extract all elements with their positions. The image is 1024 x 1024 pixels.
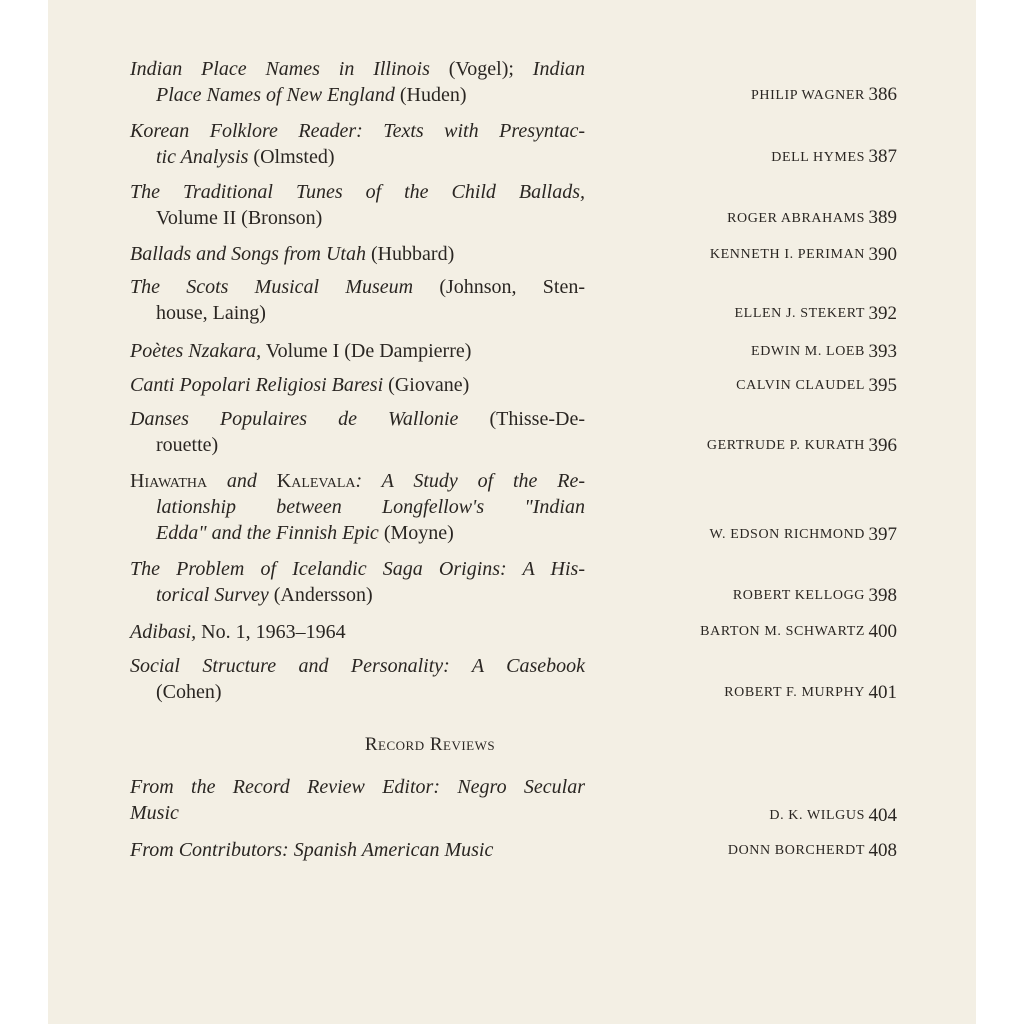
review-title: Hiawatha and Kalevala: A Study of the Re- — [130, 470, 585, 492]
reviewer-name: GERTRUDE P. KURATH — [706, 438, 865, 453]
review-title: Danses Populaires de Wallonie (Thisse-De- — [130, 408, 585, 430]
reviewer-name: BARTON M. SCHWARTZ — [700, 624, 865, 639]
page-number: 401 — [868, 682, 897, 703]
reviewer-name: ELLEN J. STEKERT — [734, 306, 865, 321]
reviewer-name: DELL HYMES — [771, 150, 865, 165]
review-title: Canti Popolari Religiosi Baresi (Giovane) — [130, 374, 470, 396]
review-title: Social Structure and Personality: A Casebook — [130, 655, 585, 677]
review-title: Ballads and Songs from Utah (Hubbard) — [130, 243, 455, 265]
review-title: Poètes Nzakara, Volume I (De Dampierre) — [130, 340, 472, 362]
review-title-cont: torical Survey (Andersson) — [156, 584, 373, 606]
page-number: 393 — [868, 341, 897, 362]
review-title-cont: lationship between Longfellow's "Indian — [156, 496, 585, 518]
review-title: The Problem of Icelandic Saga Origins: A His- — [130, 558, 585, 580]
review-title: Indian Place Names in Illinois (Vogel); Indian — [130, 58, 585, 80]
page-number: 398 — [868, 585, 897, 606]
review-title-cont: house, Laing) — [156, 302, 266, 324]
reviewer-name: EDWIN M. LOEB — [751, 344, 865, 359]
page-number: 408 — [868, 840, 897, 861]
page-number: 392 — [868, 303, 897, 324]
reviewer-name: CALVIN CLAUDEL — [736, 378, 865, 393]
review-title-cont: (Cohen) — [156, 681, 222, 703]
page-number: 404 — [868, 805, 897, 826]
reviewer-name: ROGER ABRAHAMS — [727, 211, 865, 226]
page-number: 390 — [868, 244, 897, 265]
review-title: From Contributors: Spanish American Music — [130, 839, 494, 861]
page-number: 395 — [868, 375, 897, 396]
page-number: 400 — [868, 621, 897, 642]
review-title-cont: Edda" and the Finnish Epic (Moyne) — [156, 522, 454, 544]
review-title-cont: tic Analysis (Olmsted) — [156, 146, 335, 168]
review-title: The Traditional Tunes of the Child Ballads, — [130, 181, 585, 203]
review-title-cont: rouette) — [156, 434, 219, 456]
reviewer-name: ROBERT F. MURPHY — [724, 685, 865, 700]
page-number: 396 — [868, 435, 897, 456]
review-title: From the Record Review Editor: Negro Secular — [130, 776, 585, 798]
reviewer-name: KENNETH I. PERIMAN — [709, 247, 865, 262]
reviewer-name: DONN BORCHERDT — [727, 843, 865, 858]
review-title: Adibasi, No. 1, 1963–1964 — [130, 621, 346, 643]
section-heading-record-reviews: Record Reviews — [364, 734, 496, 755]
reviewer-name: ROBERT KELLOGG — [732, 588, 865, 603]
reviewer-name: D. K. WILGUS — [769, 808, 865, 823]
page-number: 387 — [868, 146, 897, 167]
review-title-cont: Music — [130, 802, 179, 824]
review-title: Korean Folklore Reader: Texts with Presyntac- — [130, 120, 585, 142]
reviewer-name: PHILIP WAGNER — [751, 88, 865, 103]
page-number: 397 — [868, 524, 897, 545]
review-title-cont: Volume II (Bronson) — [156, 207, 323, 229]
reviewer-name: W. EDSON RICHMOND — [709, 527, 865, 542]
review-title-cont: Place Names of New England (Huden) — [156, 84, 467, 106]
page-number: 386 — [868, 84, 897, 105]
review-title: The Scots Musical Museum (Johnson, Sten- — [130, 276, 585, 298]
page-number: 389 — [868, 207, 897, 228]
